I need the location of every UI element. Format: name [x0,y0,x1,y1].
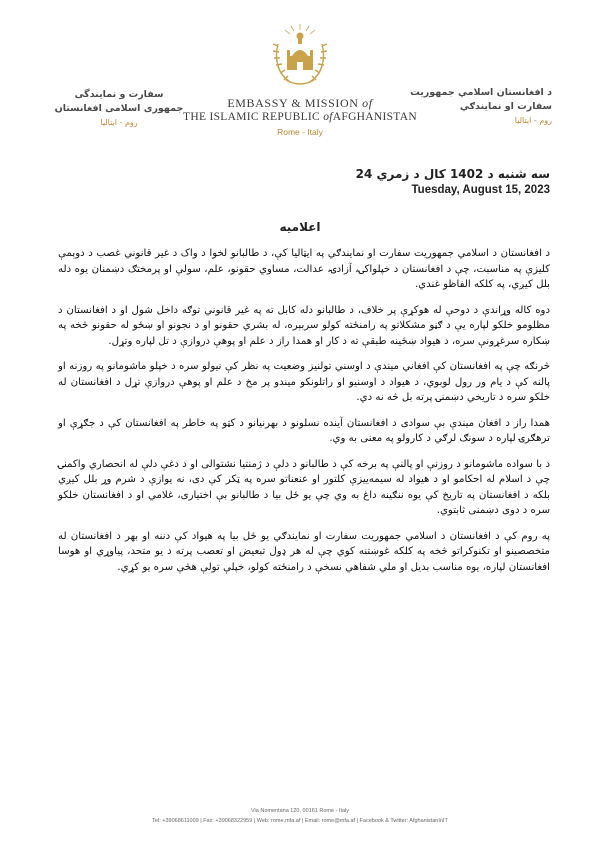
date-pashto: سه شنبه د 1402 کال د زمري 24 [355,167,550,181]
document-title: اعلامیه [279,220,321,234]
letterhead-english-line1: EMBASSY & MISSION of [227,96,373,110]
letterhead-english [170,96,430,137]
footer-contacts: Tel: +39068611009 | Fax: +39068322959 | Web: rome.mfa.af | Email: rome@mfa.af | Facebook & Twitter: AfghanistanInIT [152,818,448,824]
date-english: Tuesday, August 15, 2023 [411,184,550,196]
page-footer [0,806,600,826]
footer-address: Via Nomentana 120, 00161 Rome - Italy [250,808,350,814]
afghanistan-emblem-icon [268,22,332,88]
paragraph-2: دوه کاله وړاندې د دوحې له هوکړې پر خلاف، د طالبانو دله کابل ته په غیر قانوني توګه داخل شول او د افغانستان د مظلومو خلکو لپاره یې د ګڼو مشکلاتو په رامنځته کولو سربېره، له بشري حقونو او د نجونو او ښځو له حقونو څخه په ښکاره سرغړونې سره، د هیواد ښځینه طبقې ته د کار او همدا راز د علم او پوهې دروازې د تل لپاره وتړل. [58,304,550,347]
paragraph-5: د با سواده ماشومانو د روزنې او پالنې په برخه کې د طالبانو د دلې د ژمنتیا نشتوالی او د دغې دلې له انحصاري واکمنۍ چې د اسلام له احکامو او د هیواد له سیمه‌ییزې کلتور او عنعناتو سره په ټکر کې دی، نه یوازې د شرم وړ بلل کیږي بلکه د افغانستان په تاریخ کې یوه ننګینه داغ به وي چې یو ځل بیا د طالبانو بې اختیاری، غلامي او د افغانستان خلکو سره د دوی دښمنی ثابتوي. [58,458,550,516]
letterhead-dari-line1: سفارت و نمایندگی [74,89,164,100]
letterhead-dari [44,88,194,130]
paragraph-4: همدا راز د افغان میندې بې سوادی د افغانستان آینده نسلونو د بهرنیانو د کټو په خاطر په افغانستان کې د جګړې او ترهګرۍ لپاره د سونګ لرګي د کارولو په معنی به وي. [58,417,550,444]
letterhead-english-city: Rome - Italy [277,127,323,137]
letterhead-pashto-line1: د افغانستان اسلامي جمهوریت [410,87,552,98]
letterhead-dari-city: روم - ایتالیا [100,118,138,127]
document-body [58,246,550,585]
letterhead-dari-line2: جمهوری اسلامی افغانستان [54,103,184,114]
letterhead-pashto-line2: سفارت او نمایندګي [459,101,552,112]
paragraph-1: د افغانستان د اسلامي جمهوریت سفارت او نمایندګي په ایټالیا کې، د طالبانو لخوا د واک د غیر قانوني غصب د دوېمې کلیزې په مناسبت، چې د افغانستان د خپلواکۍ، آزادۍ، عدالت، مساوي حقونو، علم، سولې او پرمختګ دښمنان یوه دله بلل کیږي، په کلکه الفاظو غندي. [58,248,550,290]
letterhead-english-line2: THE ISLAMIC REPUBLIC ofAFGHANISTAN [183,111,417,123]
letterhead-pashto-city: روم - ایتالیا [514,116,552,125]
paragraph-3: څرنګه چې په افغانستان کې افغاني میندې د اوسني تولنیز وضعیت په نظر کې نیولو سره د خپلو ماشومانو په روزنه او پالنه کې د یام ور رول لوبوي، د هیواد د اوسنیو او راتلونکو میندو پر مخ د علم او پوهې دروازې تړل د افغانستان له خلکو سره د تاریخي دښمنۍ پرته بل څه نه دي. [58,361,550,403]
paragraph-6: په روم کې د افغانستان د اسلامي جمهوریت سفارت او نمایندګي یو ځل بیا په هیواد کې دننه او بهر د افغانستان له متخصصینو او تکنوکراتو څخه په کلکه غوښتنه کوي چې له هر ډول تبعیض او تعصب پرته د یو متحد، پیاوړي او هوسا افغانستان لپاره، یوه مناسب بدیل او ملي شفاهي نسخې د رامنځته کولو، خپلې تولې هڅې سره یو کړي. [58,530,550,573]
